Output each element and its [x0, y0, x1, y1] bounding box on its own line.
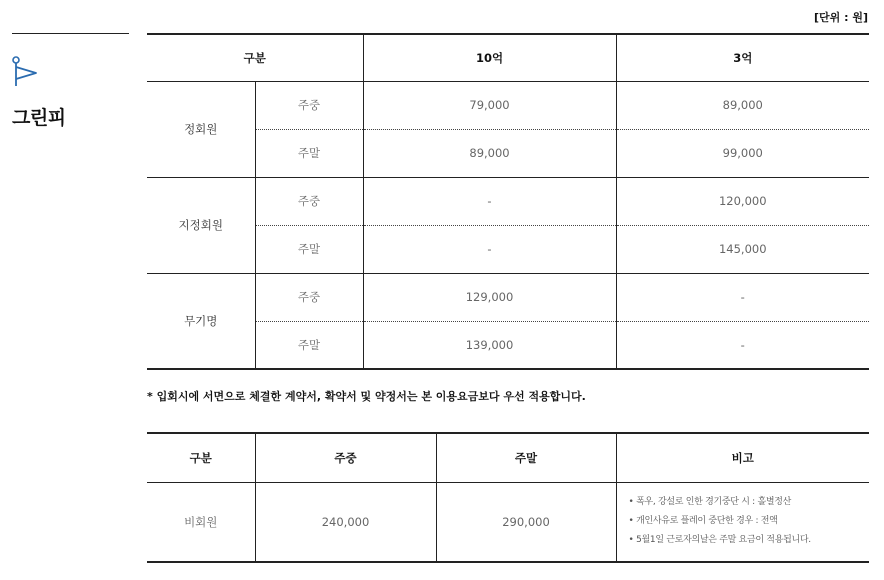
header-category: 구분 — [147, 433, 255, 482]
nonmember-fee-table — [147, 432, 869, 563]
fee-note: * 입회시에 서면으로 체결한 계약서, 확약서 및 약정서는 본 이용요금보다 우선 적용합니다. — [147, 390, 586, 403]
remarks-cell — [616, 482, 869, 562]
section-divider — [12, 33, 129, 34]
day-type: 주중 — [255, 273, 363, 321]
table-row — [147, 177, 869, 225]
remark-item: • 개인사유로 플레이 중단한 경우 : 전액 — [629, 512, 870, 531]
section-title: 그린피 — [12, 107, 66, 129]
fee-3: 120,000 — [616, 177, 869, 225]
fee-3: 145,000 — [616, 225, 869, 273]
remark-item: • 5월1일 근로자의날은 주말 요금이 적용됩니다. — [629, 531, 870, 550]
fee-10: - — [363, 225, 616, 273]
member-fee-table — [147, 33, 869, 370]
day-type: 주말 — [255, 321, 363, 369]
table-row — [147, 129, 869, 177]
fee-10: - — [363, 177, 616, 225]
fee-3: 89,000 — [616, 81, 869, 129]
nonmember-label: 비회원 — [184, 514, 218, 529]
fee-3: - — [616, 273, 869, 321]
fee-10: 79,000 — [363, 81, 616, 129]
fee-3: - — [740, 337, 745, 352]
header-weekday: 주중 — [255, 433, 436, 482]
table-row — [147, 482, 869, 562]
remark-item: • 폭우, 강설로 인한 경기중단 시 : 홀별정산 — [629, 493, 870, 512]
weekday-fee: 240,000 — [255, 482, 436, 562]
header-3: 3억 — [616, 34, 869, 81]
unit-label: [단위 : 원] — [814, 11, 868, 24]
day-type: 주중 — [255, 177, 363, 225]
table-row — [147, 273, 869, 321]
day-type: 주말 — [255, 129, 363, 177]
fee-10: 139,000 — [363, 321, 616, 369]
table-row — [147, 321, 869, 369]
day-type: 주중 — [255, 81, 363, 129]
group-label: 무기명 — [147, 273, 255, 369]
table-row — [147, 81, 869, 129]
fee-10: 129,000 — [363, 273, 616, 321]
flag-icon — [12, 56, 44, 88]
header-10: 10억 — [363, 34, 616, 81]
header-weekend: 주말 — [436, 433, 616, 482]
group-label: 정회원 — [147, 81, 255, 177]
fee-3: 99,000 — [616, 129, 869, 177]
fee-10: 89,000 — [363, 129, 616, 177]
header-category: 구분 — [147, 34, 363, 81]
group-label: 지정회원 — [147, 177, 255, 273]
header-remarks: 비고 — [616, 433, 869, 482]
day-type: 주말 — [255, 225, 363, 273]
remarks-list — [629, 493, 870, 550]
table-row — [147, 225, 869, 273]
weekend-fee: 290,000 — [436, 482, 616, 562]
